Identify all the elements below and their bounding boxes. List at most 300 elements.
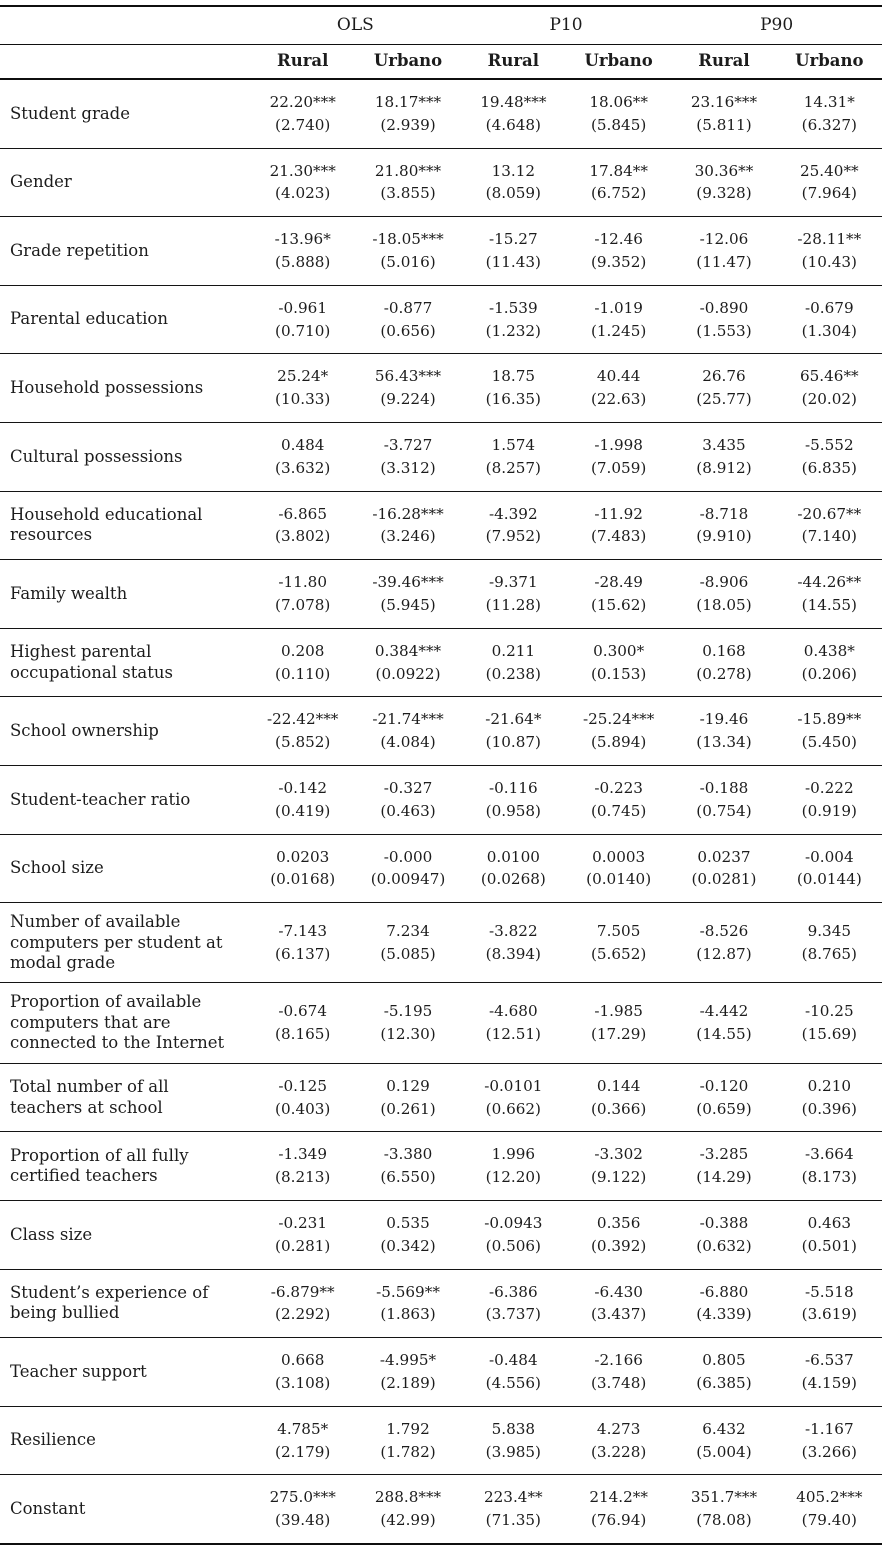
coefficient-value: 26.76 [702,367,746,386]
standard-error: (2.939) [380,115,436,134]
standard-error: (3.108) [275,1374,331,1393]
coefficient-cell [355,765,460,834]
standard-error: (5.811) [696,115,752,134]
standard-error: (0.632) [696,1236,752,1255]
coefficient-value: -6.537 [805,1351,854,1370]
table-header [0,6,882,79]
coefficient-cell [671,1338,776,1407]
coefficient-value: 1.574 [491,435,536,454]
variable-label: Student grade [0,79,250,148]
standard-error: (11.47) [696,252,752,271]
coefficient-cell [355,1475,460,1544]
variable-label: School size [0,834,250,903]
table-row [0,1132,882,1201]
coefficient-value: -11.80 [278,573,328,592]
coefficient-value: -6.879** [270,1282,335,1301]
coefficient-value: -21.64* [485,710,542,729]
column-header-p10-rural: Rural [461,45,566,80]
coefficient-value: -0.231 [278,1214,328,1233]
coefficient-cell [566,560,671,629]
coefficient-cell [566,1406,671,1475]
coefficient-cell [671,422,776,491]
coefficient-value: -39.46*** [372,573,444,592]
coefficient-value: -6.880 [699,1282,749,1301]
standard-error: (2.292) [275,1305,331,1324]
standard-error: (8.213) [275,1168,331,1187]
standard-error: (0.501) [801,1236,857,1255]
standard-error: (12.30) [380,1025,436,1044]
coefficient-cell [250,491,355,560]
standard-error: (5.852) [275,733,331,752]
coefficient-cell [566,1475,671,1544]
coefficient-value: -15.27 [489,230,538,249]
coefficient-value: -8.906 [699,573,749,592]
coefficient-value: -16.28*** [372,504,444,523]
column-header-p90-urbano: Urbano [777,45,882,80]
coefficient-cell [461,1338,566,1407]
coefficient-value: 18.75 [491,367,536,386]
coefficient-value: -5.569** [376,1282,440,1301]
coefficient-cell [250,217,355,286]
variable-label: Total number of all teachers at school [0,1063,250,1132]
standard-error: (14.55) [801,595,857,614]
coefficient-value: -18.05*** [372,230,444,249]
coefficient-cell [250,422,355,491]
standard-error: (3.246) [380,527,436,546]
coefficient-cell [250,79,355,148]
coefficient-value: -0.388 [699,1214,749,1233]
coefficient-value: 7.234 [386,922,430,940]
standard-error: (8.165) [275,1025,331,1044]
standard-error: (0.342) [380,1236,436,1255]
standard-error: (14.29) [696,1168,752,1187]
coefficient-cell [777,1269,882,1338]
label-column-spacer [0,6,250,45]
variable-label: Student-teacher ratio [0,765,250,834]
coefficient-value: -0.890 [699,298,749,317]
standard-error: (1.553) [696,321,752,340]
standard-error: (4.023) [275,184,331,203]
coefficient-value: -1.985 [594,1002,643,1021]
coefficient-cell [777,79,882,148]
coefficient-cell [671,628,776,697]
coefficient-value: -1.349 [278,1145,328,1164]
coefficient-value: 18.06** [589,93,648,111]
coefficient-cell [566,765,671,834]
coefficient-value: 0.168 [702,641,746,660]
standard-error: (14.55) [696,1025,752,1044]
standard-error: (0.153) [590,664,647,683]
standard-error: (0.278) [696,664,752,683]
standard-error: (8.257) [485,458,541,477]
coefficient-cell [461,1269,566,1338]
coefficient-value: -8.718 [699,504,749,523]
standard-error: (0.0168) [270,870,336,889]
coefficient-value: -4.442 [699,1002,749,1021]
coefficient-value: 0.484 [280,435,325,454]
coefficient-value: -5.195 [383,1002,433,1021]
column-group-p90: P90 [671,6,882,45]
variable-label: Class size [0,1201,250,1270]
area-subheader-row [0,45,882,80]
coefficient-value: 40.44 [596,367,641,386]
variable-label: Parental education [0,285,250,354]
coefficient-value: 275.0*** [269,1488,336,1507]
coefficient-value: -21.74*** [372,710,444,729]
coefficient-value: 5.838 [491,1419,536,1438]
coefficient-value: -22.42*** [267,710,339,729]
coefficient-cell [250,1338,355,1407]
standard-error: (79.40) [801,1511,857,1530]
table-row [0,983,882,1063]
coefficient-cell [250,983,355,1063]
standard-error: (3.228) [590,1442,647,1461]
coefficient-value: -0.679 [805,298,854,317]
standard-error: (3.619) [801,1305,857,1324]
standard-error: (6.550) [380,1168,436,1187]
coefficient-cell [250,1406,355,1475]
standard-error: (11.43) [485,252,541,271]
standard-error: (3.802) [275,527,331,546]
coefficient-value: 0.463 [807,1214,852,1233]
coefficient-cell [566,903,671,983]
coefficient-value: -0.961 [278,298,328,317]
coefficient-value: 30.36** [694,161,754,180]
standard-error: (0.919) [801,801,857,820]
coefficient-cell [461,697,566,766]
coefficient-cell [566,628,671,697]
standard-error: (9.910) [696,527,752,546]
standard-error: (10.43) [801,252,857,271]
variable-label: Family wealth [0,560,250,629]
standard-error: (6.385) [696,1374,752,1393]
coefficient-cell [777,834,882,903]
coefficient-value: 3.435 [702,435,746,454]
standard-error: (25.77) [696,390,752,409]
standard-error: (22.63) [590,390,647,409]
coefficient-cell [566,422,671,491]
coefficient-value: -25.24*** [582,710,655,729]
coefficient-value: 65.46** [799,367,859,386]
coefficient-cell [461,765,566,834]
coefficient-value: -0.877 [383,298,433,317]
table-row [0,1201,882,1270]
coefficient-value: -28.11** [797,230,862,249]
coefficient-value: -0.004 [805,847,854,866]
coefficient-cell [671,834,776,903]
standard-error: (1.245) [590,321,647,340]
coefficient-cell [566,491,671,560]
coefficient-value: -1.998 [594,435,643,454]
table-row [0,1338,882,1407]
coefficient-cell [777,560,882,629]
coefficient-cell [355,697,460,766]
coefficient-cell [355,79,460,148]
table-row [0,1269,882,1338]
coefficient-cell [777,697,882,766]
standard-error: (6.752) [590,184,647,203]
coefficient-cell [250,148,355,217]
column-header-ols-rural: Rural [250,45,355,80]
coefficient-cell [777,765,882,834]
coefficient-cell [671,903,776,983]
coefficient-value: -0.116 [489,778,538,797]
coefficient-value: 0.0203 [276,847,330,866]
coefficient-cell [461,560,566,629]
coefficient-cell [250,903,355,983]
coefficient-cell [671,217,776,286]
standard-error: (3.748) [590,1374,647,1393]
coefficient-cell [671,354,776,423]
standard-error: (11.28) [485,595,541,614]
coefficient-value: -0.142 [278,778,328,797]
coefficient-value: -0.120 [699,1076,749,1095]
coefficient-value: 7.505 [596,922,641,940]
coefficient-cell [355,983,460,1063]
standard-error: (0.396) [801,1099,857,1118]
table-row [0,560,882,629]
coefficient-cell [355,148,460,217]
regression-results-table [0,5,882,1545]
coefficient-cell [461,79,566,148]
variable-label: Teacher support [0,1338,250,1407]
standard-error: (0.206) [801,664,857,683]
standard-error: (5.652) [590,944,647,963]
table-row [0,628,882,697]
coefficient-cell [566,217,671,286]
standard-error: (0.366) [590,1099,647,1118]
coefficient-value: -3.302 [594,1145,643,1164]
table-row [0,217,882,286]
coefficient-cell [461,285,566,354]
coefficient-value: 9.345 [807,922,852,940]
coefficient-cell [355,1132,460,1201]
coefficient-cell [671,148,776,217]
coefficient-value: -3.664 [805,1145,854,1164]
coefficient-value: 223.4** [483,1488,543,1507]
coefficient-cell [777,1063,882,1132]
standard-error: (42.99) [380,1511,436,1530]
standard-error: (6.327) [801,115,857,134]
coefficient-cell [671,560,776,629]
variable-label: Proportion of all fully certified teachers [0,1132,250,1201]
coefficient-value: 0.384*** [374,641,442,660]
standard-error: (0.261) [380,1099,436,1118]
coefficient-cell [566,354,671,423]
standard-error: (3.312) [380,458,436,477]
coefficient-cell [566,1269,671,1338]
standard-error: (9.352) [590,252,647,271]
coefficient-cell [250,697,355,766]
standard-error: (3.437) [590,1305,647,1324]
coefficient-value: -11.92 [594,504,643,523]
coefficient-value: 0.208 [280,641,325,660]
coefficient-cell [461,834,566,903]
standard-error: (6.835) [801,458,857,477]
standard-error: (0.392) [590,1236,647,1255]
table-row [0,697,882,766]
standard-error: (1.782) [380,1442,436,1461]
standard-error: (0.403) [275,1099,331,1118]
standard-error: (6.137) [275,944,331,963]
coefficient-cell [777,422,882,491]
coefficient-value: 21.80*** [374,161,442,180]
coefficient-value: -1.539 [489,298,538,317]
coefficient-cell [777,217,882,286]
coefficient-cell [355,1269,460,1338]
standard-error: (8.912) [696,458,752,477]
coefficient-cell [250,354,355,423]
table-row [0,1406,882,1475]
coefficient-cell [355,560,460,629]
coefficient-cell [566,1201,671,1270]
standard-error: (0.110) [275,664,331,683]
coefficient-cell [461,1406,566,1475]
standard-error: (7.059) [590,458,647,477]
standard-error: (0.0281) [691,870,757,889]
coefficient-value: -0.327 [383,778,433,797]
coefficient-value: -4.995* [379,1351,437,1370]
coefficient-cell [777,1475,882,1544]
coefficient-value: -0.222 [805,778,854,797]
coefficient-cell [566,79,671,148]
standard-error: (5.845) [590,115,647,134]
column-group-p10: P10 [461,6,672,45]
coefficient-value: -8.526 [699,922,749,940]
coefficient-value: 21.30*** [269,161,336,180]
table-row [0,1063,882,1132]
standard-error: (8.173) [801,1168,857,1187]
coefficient-value: -7.143 [278,922,328,940]
coefficient-cell [250,560,355,629]
standard-error: (76.94) [590,1511,647,1530]
standard-error: (0.463) [380,801,436,820]
coefficient-value: -15.89** [797,710,862,729]
coefficient-cell [355,422,460,491]
standard-error: (13.34) [696,733,752,752]
coefficient-cell [355,354,460,423]
coefficient-cell [250,1063,355,1132]
coefficient-cell [566,834,671,903]
coefficient-value: 288.8*** [374,1488,442,1507]
coefficient-value: 351.7*** [690,1488,758,1507]
coefficient-cell [671,1201,776,1270]
coefficient-value: -0.000 [383,847,433,866]
coefficient-cell [566,148,671,217]
coefficient-value: 14.31* [803,93,855,111]
coefficient-cell [461,1063,566,1132]
coefficient-value: 0.535 [386,1214,430,1233]
standard-error: (12.87) [696,944,752,963]
variable-label: Household educational resources [0,491,250,560]
coefficient-value: 25.40** [799,161,859,180]
standard-error: (1.863) [380,1305,436,1324]
standard-error: (10.33) [275,390,331,409]
coefficient-value: 6.432 [702,1419,746,1438]
standard-error: (0.958) [485,801,541,820]
variable-label: Cultural possessions [0,422,250,491]
coefficient-value: -3.727 [383,435,433,454]
coefficient-value: 25.24* [277,367,329,386]
coefficient-value: -0.125 [278,1076,328,1095]
coefficient-value: 56.43*** [374,367,442,386]
coefficient-cell [355,285,460,354]
coefficient-cell [777,491,882,560]
coefficient-value: 0.210 [807,1076,852,1095]
standard-error: (7.078) [275,595,331,614]
coefficient-cell [355,491,460,560]
standard-error: (0.506) [485,1236,541,1255]
coefficient-cell [777,1338,882,1407]
coefficient-cell [250,765,355,834]
standard-error: (5.016) [380,252,436,271]
coefficient-cell [777,354,882,423]
table-row [0,903,882,983]
coefficient-value: -12.46 [594,230,643,249]
table-row [0,148,882,217]
table-row [0,285,882,354]
standard-error: (20.02) [801,390,857,409]
coefficient-cell [355,1201,460,1270]
standard-error: (8.394) [485,944,541,963]
standard-error: (2.189) [380,1374,436,1393]
coefficient-cell [461,1132,566,1201]
coefficient-value: -6.865 [278,504,328,523]
coefficient-cell [250,834,355,903]
coefficient-cell [671,1475,776,1544]
standard-error: (0.0140) [586,870,652,889]
variable-label: Gender [0,148,250,217]
coefficient-cell [461,148,566,217]
coefficient-cell [461,628,566,697]
coefficient-value: -5.552 [805,435,854,454]
standard-error: (9.328) [696,184,752,203]
variable-label: Household possessions [0,354,250,423]
coefficient-cell [777,1132,882,1201]
column-header-p90-rural: Rural [671,45,776,80]
standard-error: (12.51) [485,1025,541,1044]
standard-error: (78.08) [696,1511,752,1530]
coefficient-cell [671,983,776,1063]
coefficient-value: 19.48*** [480,93,547,111]
standard-error: (4.084) [380,733,436,752]
standard-error: (5.894) [590,733,647,752]
table-row [0,354,882,423]
coefficient-cell [461,422,566,491]
coefficient-value: -3.380 [383,1145,433,1164]
coefficient-cell [777,148,882,217]
coefficient-value: -0.0101 [484,1076,543,1095]
standard-error: (4.159) [801,1374,857,1393]
coefficient-cell [461,217,566,286]
coefficient-cell [671,697,776,766]
coefficient-value: -4.392 [489,504,538,523]
coefficient-value: -5.518 [805,1282,854,1301]
column-group-ols: OLS [250,6,461,45]
coefficient-cell [777,903,882,983]
coefficient-cell [777,1201,882,1270]
variable-label: Highest parental occupational status [0,628,250,697]
coefficient-value: 0.438* [803,641,855,660]
coefficient-cell [671,491,776,560]
table-row [0,765,882,834]
coefficient-value: -0.0943 [484,1214,543,1233]
standard-error: (12.20) [485,1168,541,1187]
coefficient-value: 0.0237 [697,847,751,866]
standard-error: (4.648) [485,115,541,134]
coefficient-value: -28.49 [594,573,643,592]
standard-error: (9.224) [380,390,436,409]
